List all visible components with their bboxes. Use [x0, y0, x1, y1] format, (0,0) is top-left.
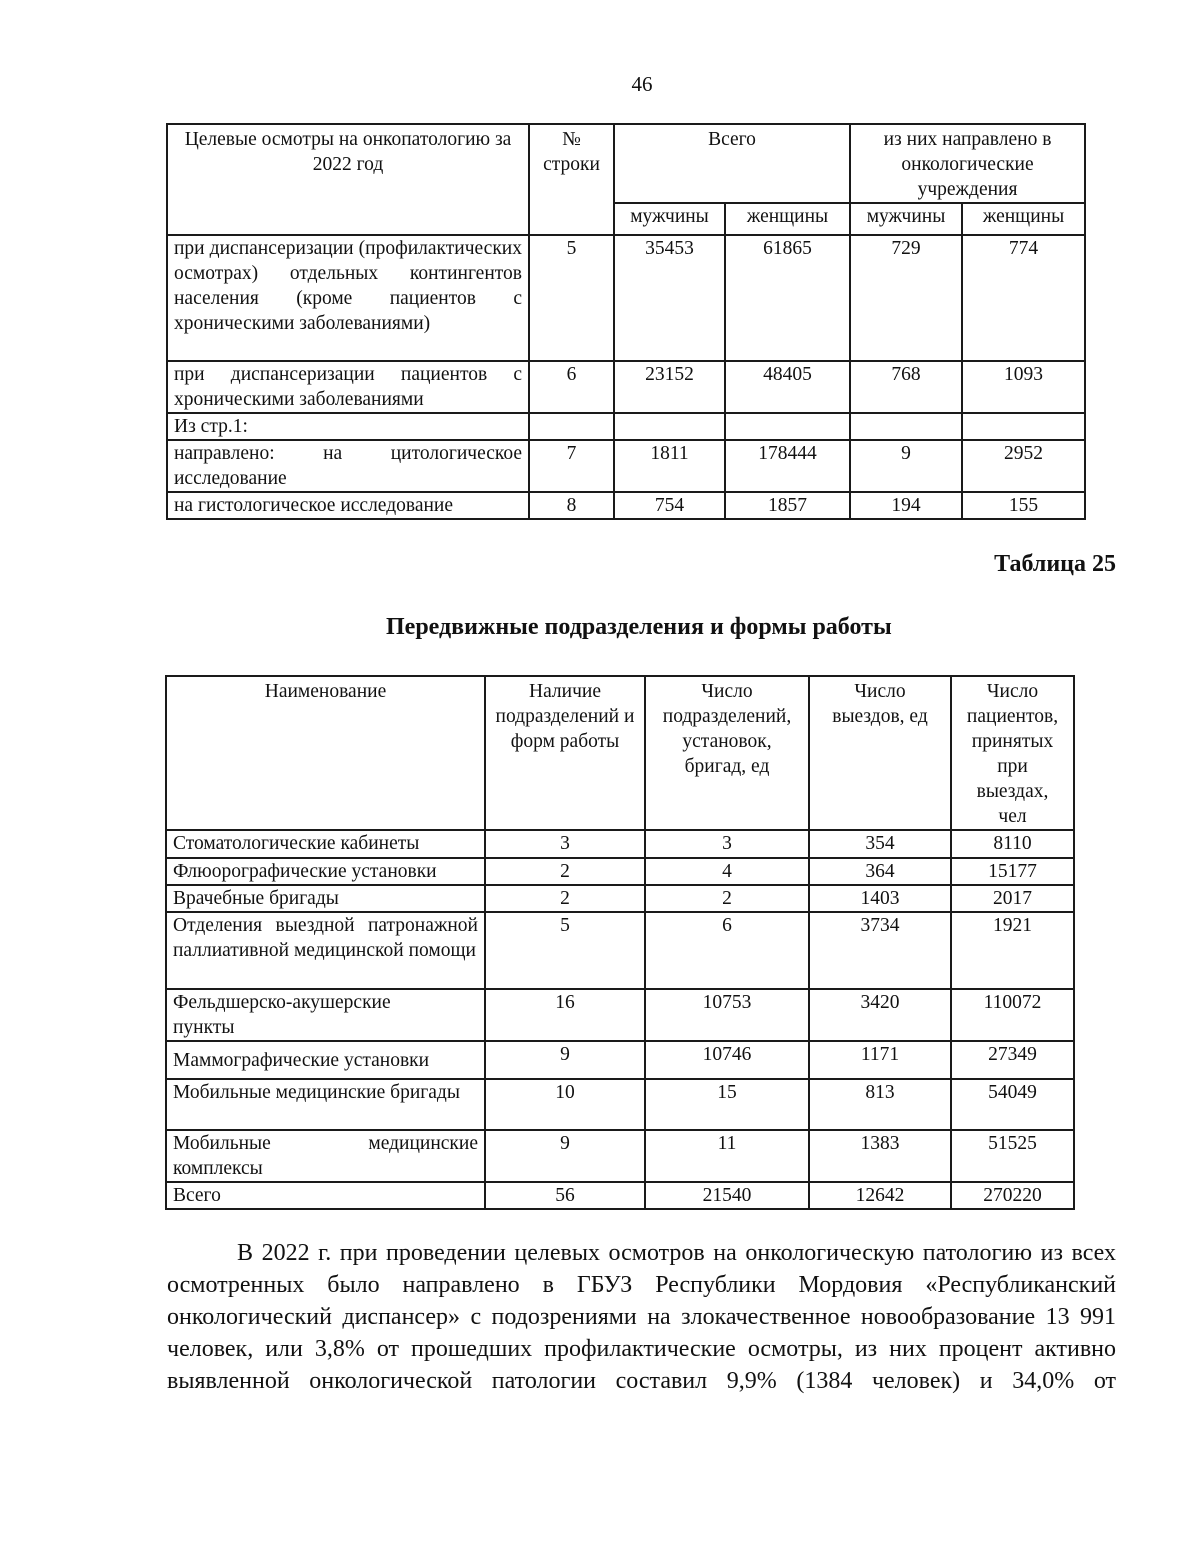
row-line: 5: [529, 235, 614, 361]
row-total-women: 178444: [725, 440, 850, 492]
row-patients: 8110: [951, 830, 1074, 858]
row-ref-women: 2952: [962, 440, 1085, 492]
mobile-units-table: [165, 675, 1075, 1210]
row-patients: 1921: [951, 912, 1074, 989]
row-units: 2: [645, 885, 809, 912]
row-availability: 9: [485, 1130, 645, 1182]
row-ref-women: 1093: [962, 361, 1085, 413]
row-name: Стоматологические кабинеты: [166, 830, 485, 858]
header-name: Наименование: [166, 676, 485, 830]
row-line: 8: [529, 492, 614, 519]
table-row: [167, 413, 1085, 440]
table-row: [166, 858, 1074, 885]
row-units: 4: [645, 858, 809, 885]
row-ref-men: 9: [850, 440, 962, 492]
row-ref-women: 155: [962, 492, 1085, 519]
row-patients: 15177: [951, 858, 1074, 885]
row-label: при диспансеризации (профилактических осмотрах) отдельных контингентов населения (кроме пациентов с хроническими заболеваниями): [167, 235, 529, 361]
row-label: на гистологическое исследование: [167, 492, 529, 519]
row-trips: 12642: [809, 1182, 951, 1209]
row-ref-men: 729: [850, 235, 962, 361]
row-total-men: 35453: [614, 235, 725, 361]
row-units: 10753: [645, 989, 809, 1041]
row-line: 6: [529, 361, 614, 413]
row-ref-men: 768: [850, 361, 962, 413]
header-availability: Наличие подразделений и форм работы: [485, 676, 645, 830]
table-row: [166, 1182, 1074, 1209]
row-trips: 1383: [809, 1130, 951, 1182]
row-units: 10746: [645, 1041, 809, 1079]
row-patients: 110072: [951, 989, 1074, 1041]
row-name: Отделения выездной патронажной паллиативной медицинской помощи: [166, 912, 485, 989]
table-row: [166, 1041, 1074, 1079]
table-row: [166, 1079, 1074, 1130]
row-availability: 9: [485, 1041, 645, 1079]
row-name: Мобильные медицинские бригады: [166, 1079, 485, 1130]
table-row: [167, 235, 1085, 361]
row-availability: 56: [485, 1182, 645, 1209]
row-units: 3: [645, 830, 809, 858]
table-row: [166, 885, 1074, 912]
row-trips: 1171: [809, 1041, 951, 1079]
row-total-women: [725, 413, 850, 440]
row-units: 11: [645, 1130, 809, 1182]
table-row: [166, 1130, 1074, 1182]
row-ref-women: [962, 413, 1085, 440]
row-name: Мобильные медицинские комплексы: [166, 1130, 485, 1182]
oncology-screening-table: [166, 123, 1086, 520]
row-patients: 54049: [951, 1079, 1074, 1130]
row-total-men: 23152: [614, 361, 725, 413]
row-label: при диспансеризации пациентов с хроническими заболеваниями: [167, 361, 529, 413]
header-total: Всего: [614, 124, 850, 203]
row-name: Маммографические установки: [166, 1041, 485, 1079]
row-total-women: 48405: [725, 361, 850, 413]
row-ref-women: 774: [962, 235, 1085, 361]
row-availability: 3: [485, 830, 645, 858]
row-name: Врачебные бригады: [166, 885, 485, 912]
header-referred-men: мужчины: [850, 203, 962, 235]
row-trips: 813: [809, 1079, 951, 1130]
header-total-women: женщины: [725, 203, 850, 235]
row-name: Всего: [166, 1182, 485, 1209]
row-total-men: [614, 413, 725, 440]
row-trips: 3420: [809, 989, 951, 1041]
row-total-women: 1857: [725, 492, 850, 519]
header-patients: Число пациентов, принятых при выездах, чел: [951, 676, 1074, 830]
header-units: Число подразделений, установок, бригад, ед: [645, 676, 809, 830]
table-row: [167, 440, 1085, 492]
row-label: Из стр.1:: [167, 413, 529, 440]
row-patients: 51525: [951, 1130, 1074, 1182]
row-label: направлено: на цитологическое исследование: [167, 440, 529, 492]
row-line: [529, 413, 614, 440]
row-availability: 2: [485, 858, 645, 885]
row-availability: 10: [485, 1079, 645, 1130]
header-screening-type: Целевые осмотры на онкопатологию за 2022 год: [167, 124, 529, 235]
header-referred-women: женщины: [962, 203, 1085, 235]
table-row: [167, 361, 1085, 413]
row-units: 21540: [645, 1182, 809, 1209]
table-row: [166, 989, 1074, 1041]
row-name: Флюорографические установки: [166, 858, 485, 885]
row-units: 6: [645, 912, 809, 989]
row-availability: 5: [485, 912, 645, 989]
row-name: Фельдшерско-акушерские пункты: [166, 989, 485, 1041]
row-availability: 2: [485, 885, 645, 912]
header-trips: Число выездов, ед: [809, 676, 951, 830]
row-trips: 354: [809, 830, 951, 858]
row-total-men: 754: [614, 492, 725, 519]
table-row: [166, 830, 1074, 858]
table-caption: Таблица 25: [994, 551, 1116, 577]
row-line: 7: [529, 440, 614, 492]
row-patients: 270220: [951, 1182, 1074, 1209]
row-patients: 27349: [951, 1041, 1074, 1079]
header-total-men: мужчины: [614, 203, 725, 235]
row-trips: 1403: [809, 885, 951, 912]
table-row: [166, 912, 1074, 989]
body-paragraph: В 2022 г. при проведении целевых осмотров на онкологическую патологию из всех осмотренных было направлено в ГБУЗ Республики Мордовия «Республиканский онкологический диспансер» с подозрениями на злокачественное новообразование 13 991 человек, или 3,8% от прошедших профилактические осмотры, из них процент активно выявленной онкологической патологии составил 9,9% (1384 человек) и 34,0% от: [167, 1240, 1116, 1394]
table-title: Передвижные подразделения и формы работы: [386, 614, 892, 640]
row-patients: 2017: [951, 885, 1074, 912]
header-line-number: № строки: [529, 124, 614, 235]
row-units: 15: [645, 1079, 809, 1130]
row-ref-men: [850, 413, 962, 440]
row-total-men: 1811: [614, 440, 725, 492]
header-referred: из них направлено в онкологические учреждения: [850, 124, 1085, 203]
row-trips: 3734: [809, 912, 951, 989]
table-row: [167, 492, 1085, 519]
row-availability: 16: [485, 989, 645, 1041]
page-number: 46: [631, 72, 653, 96]
row-total-women: 61865: [725, 235, 850, 361]
row-trips: 364: [809, 858, 951, 885]
row-ref-men: 194: [850, 492, 962, 519]
